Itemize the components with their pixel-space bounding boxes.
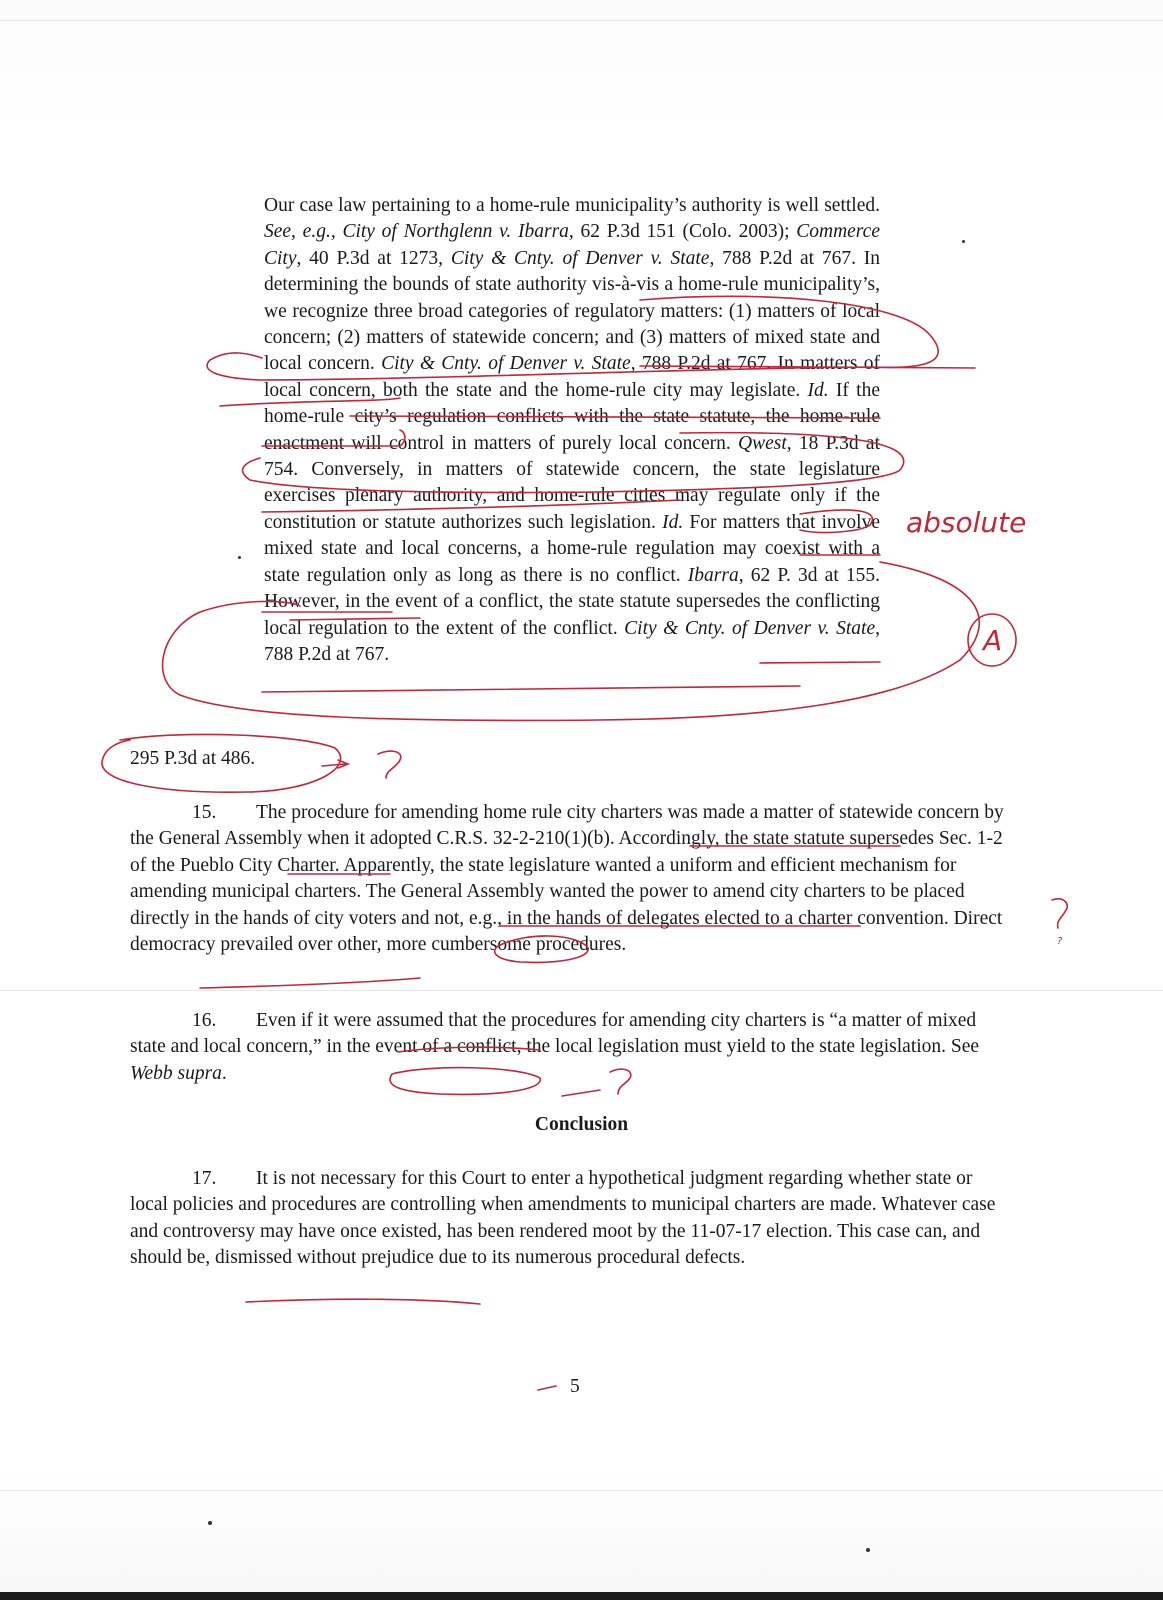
body-text: For matters that involve mixed state and local concerns, a home-rule regulation may coexist with a state regulation only as long as there is no conflict. — [264, 511, 881, 586]
block-quote — [264, 193, 880, 668]
italic-citation-text: Qwest — [738, 432, 787, 454]
italic-citation-text: Id. — [807, 379, 829, 401]
italic-citation-text: Commerce City — [264, 221, 880, 269]
italic-citation-text: Webb supra — [130, 1062, 222, 1084]
paragraph-15 — [130, 800, 1010, 958]
body-text: It is not necessary for this Court to enter a hypothetical judgment regarding whether state or local policies and procedures are controlling when amendments to municipal charters are made. Whatever case and controversy may have once existed, has been rendered moot by the 11-07-17 election. This case can, and should be, dismissed without prejudice due to its numerous procedural defects. — [130, 1168, 996, 1269]
scan-speck — [238, 556, 241, 559]
italic-citation-text: City & Cnty. of Denver v. State — [381, 353, 631, 375]
quote-citation: 295 P.3d at 486. — [130, 748, 256, 769]
ink-arrow — [322, 760, 348, 768]
paper-fold-line — [0, 1490, 1163, 1491]
body-text: Even if it were assumed that the procedures for amending city charters is “a matter of mixed state and local concern,” in the event of a conflict, the local legislation must yield to the state legislation. See — [130, 1010, 980, 1058]
scan-speck — [962, 240, 965, 243]
page-number: 5 — [570, 1376, 580, 1397]
margin-question: ? — [1057, 936, 1063, 947]
body-text: , 788 P.2d at 767. — [264, 617, 880, 665]
body-text: 62 P.3d 151 (Colo. 2003); — [573, 221, 797, 243]
body-text: The procedure for amending home rule city charters was made a matter of statewide concern by the General Assembly when it adopted C.R.S. 32-2-210(1)(b). Accordingly, the state statute supersedes Sec. 1-2 of the Pueblo City Charter. Apparently, the state legislature wanted a uniform and efficient mechanism for amending municipal charters. The General Assembly wanted the power to amend city charters to be placed directly in the hands of city voters and not, e.g., in the hands of delegates elected to a charter convention. Direct democracy prevailed over other, more cumbersome procedures. — [130, 802, 1004, 956]
ink-underline-procedural — [246, 1299, 480, 1304]
ink-question-margin — [1052, 899, 1067, 928]
section-heading: Conclusion — [534, 1114, 629, 1135]
paragraph-text — [130, 1166, 1010, 1272]
scan-edge — [0, 1592, 1163, 1600]
italic-citation-text: City & Cnty. of Denver v. State — [624, 617, 876, 639]
body-text: , 40 P.3d at 1273, — [296, 247, 451, 269]
block-quote-text — [264, 193, 880, 668]
circled-mark: A — [983, 624, 1003, 657]
ink-underline-supersedes-2 — [262, 686, 800, 692]
italic-citation-text: Ibarra — [687, 564, 739, 586]
ink-underline-prevailed — [200, 978, 420, 988]
paper-fold-line — [0, 990, 1163, 991]
paragraph-17 — [130, 1166, 1010, 1272]
ink-dash — [562, 1090, 600, 1096]
paragraph-body — [130, 1010, 979, 1084]
paragraph-number: 16. — [192, 1010, 217, 1031]
paragraph-number: 17. — [192, 1168, 217, 1189]
ink-question-1 — [378, 751, 401, 778]
paragraph-body — [130, 1168, 995, 1268]
paragraph-16 — [130, 1008, 1010, 1087]
body-text: , 788 P.2d at 767. In determining the bounds of state authority vis-à-vis a home-rule municipality’s, we recognize three broad categories of regulatory matters: (1) matters of local concern; (2) matters of statewide concern; and (3) matters of mixed state and local concern. — [264, 247, 881, 375]
body-text: , 18 P.3d at 754. Conversely, in matters of statewide concern, the state legislature exercises plenary authority, and home-rule cities may regulate only if the constitution or statute authorizes such legislation. — [264, 432, 880, 533]
italic-citation-text: Id. — [662, 511, 684, 533]
body-text: , 788 P.2d at 767. In matters of local concern, both the state and the home-rule city may legislate. — [264, 353, 881, 401]
scan-speck — [208, 1521, 212, 1525]
margin-word-absolute: absolute — [906, 506, 1027, 539]
ink-small-tick — [538, 1386, 556, 1390]
italic-citation-text: City & Cnty. of Denver v. State — [450, 247, 710, 269]
page-edge-line — [0, 20, 1163, 21]
ink-circle-mark — [968, 614, 1016, 666]
paragraph-text — [130, 800, 1010, 958]
paragraph-text — [130, 1008, 1010, 1087]
body-text: Our case law pertaining to a home-rule municipality’s authority is well settled. — [264, 195, 880, 216]
scan-speck — [866, 1548, 870, 1552]
paragraph-body — [130, 802, 1004, 955]
italic-citation-text: See, e.g., City of Northglenn v. Ibarra, — [264, 221, 574, 243]
body-text: , 62 P. 3d at 155. However, in the event of a conflict, the state statute supersedes the conflicting local regulation to the extent of the conflict. — [264, 564, 880, 639]
body-text: If the home-rule city’s regulation conflicts with the state statute, the home-rule enactment will control in matters of purely local concern. — [264, 379, 881, 454]
paragraph-number: 15. — [192, 802, 217, 823]
body-text: . — [221, 1062, 227, 1084]
